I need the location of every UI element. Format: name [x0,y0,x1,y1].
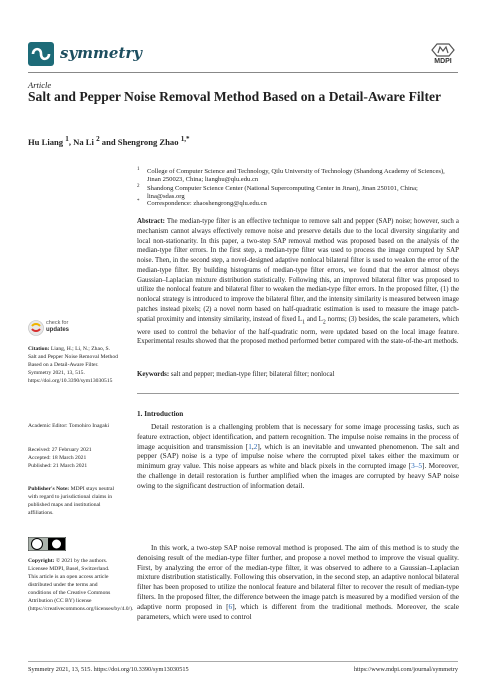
header-rule [28,72,458,73]
academic-editor: Academic Editor: Tomohiro Inagaki [28,423,110,429]
affiliation-text: Shandong Computer Science Center (National Supercomputing Center in Jinan), Jinan 250101, China; lina@sdas.org [147,185,418,201]
copyright-block [28,557,134,613]
check-updates-line1: check for [46,320,69,326]
correspondence-text[interactable]: Correspondence: zhaoshengrong@qlu.edu.cn [147,200,267,207]
intro-paragraph-1-text: Detail restoration is a challenging problem that is necessary for some image processing tasks, such as feature extraction, object identification, and pattern recognition. The impulse noise remains in the process of image acquisition and transmission [1,2], which is an inevitable and unwanted phenomenon. The salt and pepper (SAP) noise is a type of impulse noise where the corrupted pixel takes either the maximum or minimum gray value. This noise appears as white and black pixels in the corrupted image [3–5]. Moreover, the challenge in detail restoration is further amplified when the images are corrupted by heavy SAP noise owing to the significant destruction of information detail. [137,422,459,490]
published-date: Published: 21 March 2021 [28,463,88,469]
cc-badge-text [28,552,31,553]
author-list [28,135,190,147]
publisher-note [28,485,120,517]
affiliation-1 [137,168,457,185]
keywords [137,371,459,378]
publisher-note-label: Publisher's Note: [28,486,70,492]
citation-block [28,345,120,385]
check-updates-icon [28,320,44,336]
affiliation-text: College of Computer Science and Technology, Qilu University of Technology (Shandong Academy of Sciences), Jinan 250023, China; lianghu@qlu.edu.cn [147,168,445,184]
abstract-label: Abstract: [137,218,165,225]
accepted-date: Accepted: 18 March 2021 [28,455,87,461]
article-type: Article [28,80,52,90]
abstract-text: The median-type filter is an effective technique to remove salt and pepper (SAP) noise; however, such a mechanism cannot always effectively remove noise and preserve details due to the local diversity singularity and local non-stationarity. In this paper, a two-step SAP removal method was proposed based on the analysis of the median-type filter errors. In the first step, a median-type filter was used to process the image corrupted by SAP noise. Then, in the second step, a novel-designed adaptive nonlocal bilateral filter is used to weaken the error of the median-type filter. By building histograms of median-type filter errors, we found that the error almost obeys Gaussian–Laplacian mixture distribution statistically. Following this, an improved bilateral filter was proposed to utilize the nonlocal feature and bilateral filter to weaken the median-type filter errors. In the proposed filter, (1) the nonlocal strategy is introduced to improve the bilateral filter, and the intensity similarity is measured between image patches instead pixels; (2) a novel norm based on half-quadratic estimation is used to measure the image patch- spatial proximity and intensity similarity, instead of fixed $L_1$ and $L_2$ norms; (3) besides, the scale parameters, which were used to control the behavior of the half-quadratic norm, were updated based on the local image feature. Experimental results showed that the proposed method performed better compared with the state-of-the-art methods. [137,218,459,346]
article-title: Salt and Pepper Noise Removal Method Based on a Detail-Aware Filter [28,89,442,104]
copyright-label: Copyright: [28,558,55,564]
mdpi-logo[interactable] [427,43,459,69]
correspondence [137,200,457,208]
symmetry-logo-icon [28,42,54,66]
publisher-note-text: MDPI stays neutral with regard to jurisdictional claims in published maps and institutional affiliations. [28,486,115,516]
check-updates-line2: updates [46,327,70,333]
intro-paragraph-2 [137,543,459,621]
affiliation-mark: * [137,199,140,204]
copyright-text[interactable]: © 2021 by the authors. Licensee MDPI, Basel, Switzerland. This article is an open access article distributed under the terms and conditions of the Creative Commons Attribution (CC BY) license (https://creativecommons.org/licenses/by/4.0/). [28,558,134,612]
intro-paragraph-1 [137,422,459,491]
received-date: Received: 27 February 2021 [28,447,92,453]
section-rule [137,393,459,394]
cc-by-icon [28,537,66,551]
footer-journal-link[interactable]: https://www.mdpi.com/journal/symmetry [353,666,458,673]
section-heading: 1. Introduction [137,410,184,418]
intro-paragraph-2-text: In this work, a two-step SAP noise removal method is proposed. The aim of this method is to study the denoising result of the median-type filter further, and propose a novel method to improve the visual quality. First, by analyzing the error of the median-type filter, it was observed to adhere to a Gaussian–Laplacian mixture distribution statistically. Following this observation, in the second step, an adaptive nonlocal bilateral filter has been proposed to utilize the nonlocal feature and bilateral filter to recover the result of median-type filters. In the proposed filter, the difference between the image patch is measured by a modified version of the adaptive norm proposed in [6], which is different from the traditional methods. Moreover, the scale parameters, which were used to control [137,543,459,621]
cc-license-badge[interactable] [28,537,66,551]
abstract [137,217,459,347]
keywords-label: Keywords: [137,371,170,378]
footer-rule [28,661,458,662]
footer-citation[interactable]: Symmetry 2021, 13, 515. https://doi.org/10.3390/sym13030515 [28,666,189,673]
journal-name[interactable]: symmetry [60,44,142,62]
citation-text[interactable]: Liang, H.; Li, N.; Zhao, S. Salt and Pepper Noise Removal Method Based on a Detail-Aware Filter. Symmetry 2021, 13, 515. https://doi.org/10.3390/sym13030515 [28,346,118,384]
publisher-name: MDPI [434,58,452,65]
affiliation-mark: 2 [137,184,140,189]
authors-text[interactable]: Hu Liang $^1$, Na Li $^2$ and Shengrong Zhao $^{1,*}$ [28,135,190,147]
mdpi-hex-icon [427,43,459,57]
affiliation-mark: 1 [137,167,140,172]
citation-label: Citation: [28,346,50,352]
keywords-text: salt and pepper; median-type filter; bilateral filter; nonlocal [170,371,335,378]
check-for-updates-badge[interactable] [28,318,120,338]
